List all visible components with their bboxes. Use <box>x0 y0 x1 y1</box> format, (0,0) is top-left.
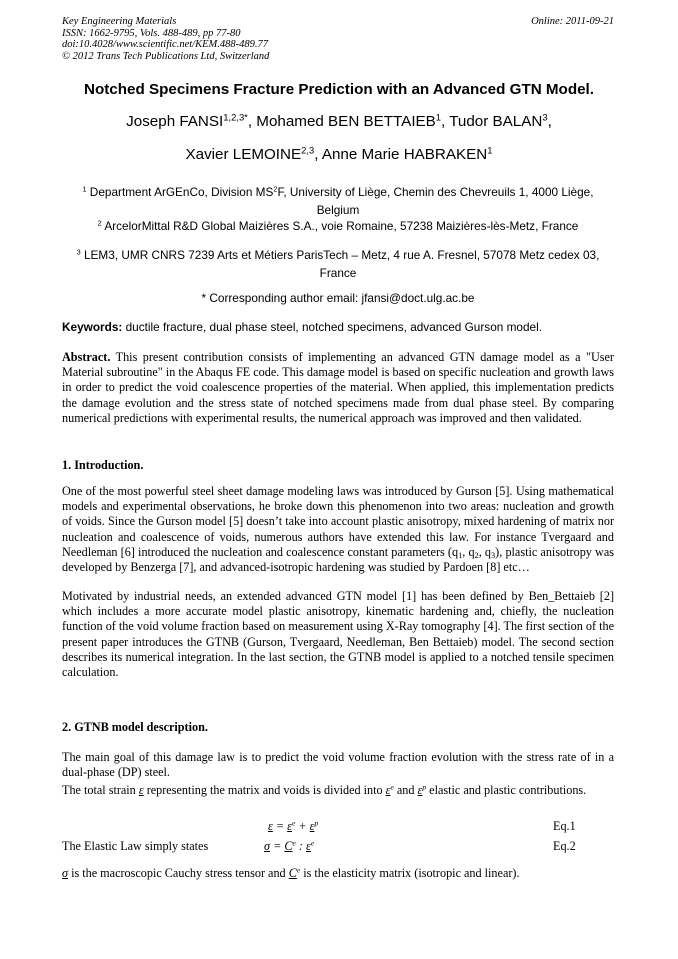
author-affiliation-marker: 1 <box>435 111 442 123</box>
intro-paragraph-1 <box>62 484 614 575</box>
gtnb-paragraph-1: The main goal of this damage law is to predict the void volume fraction evolution with the stress rate of in a dual-phase (DP) steel. <box>62 750 614 780</box>
journal-header <box>62 16 614 62</box>
paragraph-text: representing the matrix and voids is divided into <box>146 783 386 797</box>
epsilon-symbol: ε <box>306 839 311 853</box>
equation-1 <box>268 819 318 834</box>
corresponding-author: * Corresponding author email: jfansi@doct.ulg.ac.be <box>201 291 475 305</box>
sigma-symbol: σ <box>264 839 271 853</box>
author-separator: , <box>547 113 552 130</box>
author-affiliation-marker: 1,2,3* <box>223 111 248 123</box>
elastic-law-text: The Elastic Law simply states <box>62 839 209 853</box>
colon-operator: : <box>295 839 306 853</box>
author-line-2 <box>30 146 648 163</box>
paragraph-text: and <box>396 783 418 797</box>
section-heading-introduction: 1. Introduction. <box>62 458 144 472</box>
equals-sign: = <box>270 839 285 853</box>
paragraph-text: The total strain <box>62 783 139 797</box>
journal-name: Key Engineering Materials <box>62 16 177 27</box>
c-symbol: C <box>284 839 293 853</box>
paragraph-text: is the macroscopic Cauchy stress tensor and <box>68 866 289 880</box>
equation-1-label: Eq.1 <box>553 819 576 833</box>
author-name: Xavier LEMOINE <box>185 146 302 163</box>
gtnb-paragraph-3 <box>62 866 614 881</box>
author-line-1 <box>30 113 648 130</box>
paper-title: Notched Specimens Fracture Prediction with an Advanced GTN Model. <box>84 81 594 98</box>
abstract-label: Abstract. <box>62 350 111 364</box>
issn-line: ISSN: 1662-9795, Vols. 488-489, pp 77-80 <box>62 27 241 39</box>
plus-sign: + <box>295 819 310 833</box>
author-name: Joseph FANSI <box>126 113 224 130</box>
paragraph-text: , q <box>462 544 475 559</box>
superscript: e <box>292 838 296 848</box>
affiliation-text: Department ArGEnCo, Division MS <box>86 185 274 199</box>
affiliation-text: F, University of Liège, Chemin des Chevreuils 1, 4000 Liège, Belgium <box>277 185 594 217</box>
keywords-text: ductile fracture, dual phase steel, notched specimens, advanced Gurson model. <box>122 320 543 334</box>
keywords <box>62 320 614 334</box>
epsilon-symbol: ε <box>268 819 273 833</box>
affiliation-text: LEM3, UMR CNRS 7239 Arts et Métiers ParisTech – Metz, 4 rue A. Fresnel, 57078 Metz cedex 03, France <box>80 248 600 280</box>
affiliation-number: 1 <box>82 184 87 194</box>
author-affiliation-marker: 3 <box>542 111 548 123</box>
online-date: Online: 2011-09-21 <box>531 16 614 27</box>
section-heading-gtnb: 2. GTNB model description. <box>62 720 208 734</box>
superscript: e <box>296 865 301 875</box>
superscript: e <box>291 818 296 828</box>
c-symbol: C <box>288 866 297 880</box>
subscript: 1 <box>458 550 463 560</box>
sigma-symbol: σ <box>62 866 69 880</box>
author-affiliation-marker: 1 <box>487 144 493 156</box>
epsilon-symbol: ε <box>385 783 391 797</box>
author-affiliation-marker: 2,3 <box>301 144 315 156</box>
superscript: p <box>314 818 319 828</box>
superscript: e <box>390 782 394 792</box>
paragraph-text: , q <box>478 544 492 559</box>
doi-line: doi:10.4028/www.scientific.net/KEM.488-489.77 <box>62 39 268 51</box>
affiliation-text: ArcelorMittal R&D Global Maizières S.A., voie Romaine, 57238 Maizières-lès-Metz, France <box>101 219 579 233</box>
affiliation-number: 3 <box>76 247 81 257</box>
gtnb-paragraph-2 <box>62 783 614 798</box>
paragraph-text: ), plastic anisotropy was developed by Benzerga [7], and advanced-isotropic hardening was studied by Pardoen [8] etc… <box>62 544 615 575</box>
intro-paragraph-2: Motivated by industrial needs, an extended advanced GTN model [1] has been defined by Ben_Bettaieb [2] which includes a more accurate model plastic anisotropy, kinematic hardening and, chiefly, the nucleation function of the void volume fraction based on measurement using X-Ray tomography [4]. The first section of the present paper introduces the GTNB (Gurson, Tvergaard, Needleman, Ben Bettaieb) model. The second section describes its numerical integration. In the last section, the GTNB model is applied to a notched tensile specimen calculation. <box>62 589 614 680</box>
equation-2-label: Eq.2 <box>553 839 576 853</box>
epsilon-symbol: ε <box>138 783 144 797</box>
author-name: , Anne Marie HABRAKEN <box>314 146 488 163</box>
copyright-line: © 2012 Trans Tech Publications Ltd, Switzerland <box>62 50 270 62</box>
affiliation-2 <box>62 217 614 235</box>
paragraph-text: One of the most powerful steel sheet damage modeling laws was introduced by Gurson [5]. Using mathematical models and experimental observations, he broke down this phenomenon into two areas: nucleation and growth of voids. Since the Gurson model [5] doesn’t take into account plastic anisotropy, mixed hardening of matrix nor nucleation and coalescence of voids, numerous authors have extended this law. For instance Tvergaard and Needleman [6] introduced the nucleation and coalescence constant parameters (q <box>62 484 614 559</box>
affiliation-superscript: 2 <box>273 184 278 194</box>
paragraph-text: is the elasticity matrix (isotropic and linear). <box>300 866 520 880</box>
affiliation-number: 2 <box>97 218 102 228</box>
keywords-label: Keywords: <box>62 320 123 334</box>
author-name: , Tudor BALAN <box>441 113 543 130</box>
abstract <box>62 350 614 426</box>
epsilon-symbol: ε <box>309 819 315 833</box>
author-name: , Mohamed BEN BETTAIEB <box>247 113 436 130</box>
equation-2 <box>264 839 314 854</box>
subscript: 3 <box>491 550 496 560</box>
subscript: 2 <box>474 550 479 560</box>
epsilon-symbol: ε <box>417 783 423 797</box>
equals-sign: = <box>272 819 288 833</box>
affiliation-1 <box>62 183 614 219</box>
paragraph-text: elastic and plastic contributions. <box>429 783 587 797</box>
abstract-text: This present contribution consists of implementing an advanced GTN damage model as a "User Material subroutine" in the Abaqus FE code. This damage model is based on specific nucleation and growth laws in order to predict the void coalescence properties of the material. When applied, this implementation predicts the damage evolution and the stress state of notched specimens made from dual phase steel. By comparing numerical predictions with experimental results, the numerical approach was improved and then validated. <box>62 350 614 425</box>
superscript: e <box>310 838 315 848</box>
superscript: p <box>422 782 427 792</box>
affiliation-3 <box>62 246 614 282</box>
epsilon-symbol: ε <box>287 819 292 833</box>
